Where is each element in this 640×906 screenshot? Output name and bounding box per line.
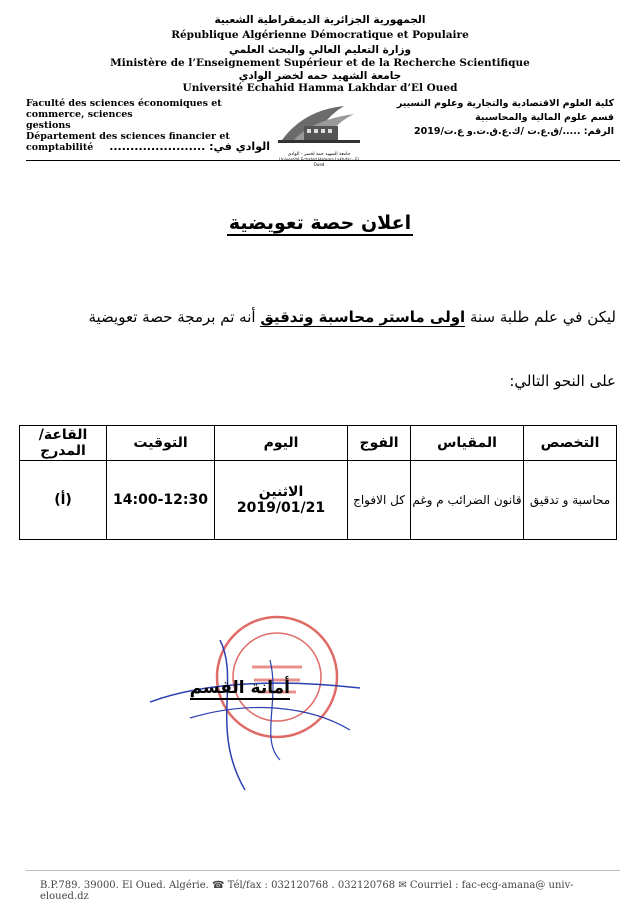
title-text: اعلان حصة تعويضية bbox=[228, 212, 412, 234]
signature-label bbox=[150, 678, 290, 698]
mail-icon: ✉ bbox=[398, 880, 407, 891]
university-logo bbox=[274, 100, 364, 167]
logo-caption: جامعة الشهيد حمة لخضر - الوادي bbox=[287, 152, 351, 157]
faculty-fr-line2: gestions bbox=[26, 120, 71, 131]
logo-caption-fr: Université Echahid Hamma Lakhdar - El Oued bbox=[279, 157, 359, 167]
header-room: القاعة/المدرج bbox=[20, 426, 107, 461]
header-specialty: التخصص bbox=[524, 426, 617, 461]
table-row bbox=[20, 461, 617, 540]
footer-address: B.P.789. 39000. El Oued. Algérie. bbox=[40, 880, 209, 891]
cell-room: (أ) bbox=[20, 461, 107, 540]
republic-fr: République Algérienne Démocratique et Populaire bbox=[171, 29, 469, 41]
announcement-title bbox=[0, 212, 640, 234]
ministry-ar: وزارة التعليم العالي والبحث العلمي bbox=[228, 44, 412, 56]
cell-day: الاثنين 2019/01/21 bbox=[215, 461, 348, 540]
ministry-fr: Ministère de l’Enseignement Supérieur et de la Recherche Scientifique bbox=[110, 57, 530, 69]
faculty-fr-line3: Département des sciences financier et comptabilité bbox=[26, 131, 230, 153]
cell-time: 14:00-12:30 bbox=[107, 461, 215, 540]
table-header-row bbox=[20, 426, 617, 461]
faculty-ar-line2: قسم علوم المالية والمحاسبية bbox=[475, 112, 614, 123]
footer-divider bbox=[26, 870, 620, 871]
cell-group: كل الافواج bbox=[348, 461, 411, 540]
signature-text: أمانة القسم bbox=[189, 678, 290, 698]
header-divider bbox=[26, 160, 620, 161]
schedule-table bbox=[19, 425, 617, 540]
reference-number: الرقم: ...../ق.ع.ت /ك.ع.ق.ت.و ع.ت/2019 bbox=[414, 126, 614, 137]
header-module: المقياس bbox=[411, 426, 524, 461]
signature-icon bbox=[150, 640, 370, 800]
faculty-ar-block bbox=[394, 97, 614, 139]
date-line: الوادي في: ....................... bbox=[109, 140, 270, 153]
body-post: أنه تم برمجة حصة تعويضية bbox=[88, 308, 261, 326]
university-fr: Université Echahid Hamma Lakhdar d’El Oued bbox=[182, 82, 458, 94]
signature-scribble bbox=[150, 640, 370, 800]
footer-email: Courriel : fac-ecg-amana@ univ-eloued.dz bbox=[40, 880, 574, 902]
body-paragraph bbox=[16, 308, 616, 326]
cell-specialty: محاسبة و تدقيق bbox=[524, 461, 617, 540]
building-icon bbox=[274, 100, 364, 148]
header-group: الفوج bbox=[348, 426, 411, 461]
phone-icon: ☎ bbox=[212, 880, 225, 891]
republic-ar: الجمهورية الجزائرية الديمقراطية الشعبية bbox=[214, 14, 426, 26]
footer-phone: Tél/fax : 032120768 . 032120768 bbox=[227, 880, 396, 891]
faculty-fr-line1: Faculté des sciences économiques et commerce, sciences bbox=[26, 98, 222, 120]
cell-module: قانون الضرائب م وغم bbox=[411, 461, 524, 540]
faculty-ar-line1: كلية العلوم الاقتصادية والتجارية وعلوم التسيير bbox=[396, 98, 614, 109]
university-ar: جامعة الشهيد حمه لخضر الوادي bbox=[238, 70, 402, 82]
header-day: اليوم bbox=[215, 426, 348, 461]
body-pre: ليكن في علم طلبة سنة bbox=[465, 308, 616, 326]
footer bbox=[40, 880, 600, 902]
body-highlight: اولى ماستر محاسبة وتدقيق bbox=[260, 308, 466, 326]
header-time: التوقيت bbox=[107, 426, 215, 461]
body-line2: على النحو التالي: bbox=[509, 372, 616, 390]
